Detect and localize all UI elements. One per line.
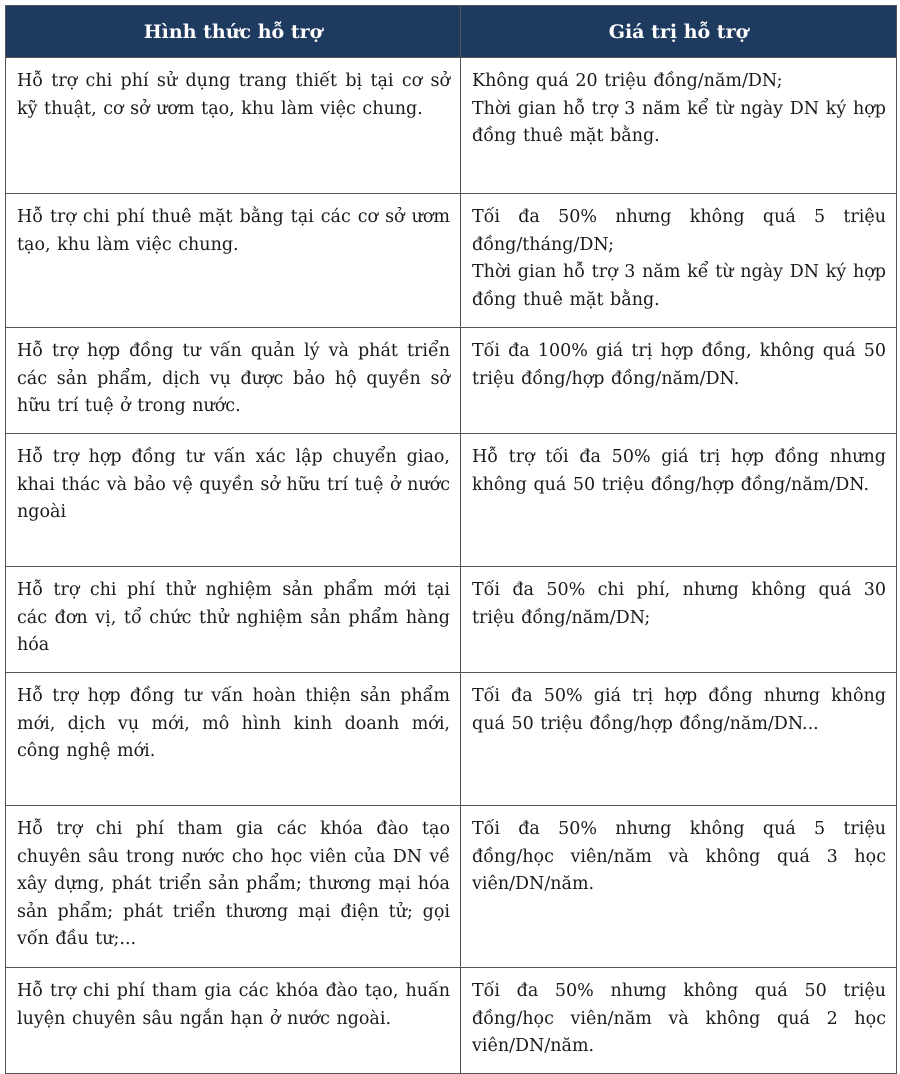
support-value-line: Tối đa 100% giá trị hợp đồng, không quá 50 triệu đồng/hợp đồng/năm/DN. [472, 341, 886, 389]
cell-support-value [461, 328, 897, 434]
cell-support-form: Hỗ trợ chi phí thuê mặt bằng tại các cơ sở ươm tạo, khu làm việc chung. [6, 194, 461, 328]
cell-support-value [461, 673, 897, 806]
cell-support-form: Hỗ trợ chi phí tham gia các khóa đào tạo chuyên sâu trong nước cho học viên của DN về xây dựng, phát triển sản phẩm; thương mại hóa sản phẩm; phát triển thương mại điện tử; gọi vốn đầu tư;... [6, 806, 461, 968]
cell-support-form: Hỗ trợ chi phí tham gia các khóa đào tạo, huấn luyện chuyên sâu ngắn hạn ở nước ngoài. [6, 968, 461, 1074]
table-row [6, 806, 897, 968]
table-header [6, 6, 897, 58]
support-value-line: Tối đa 50% nhưng không quá 5 triệu đồng/học viên/năm và không quá 3 học viên/DN/năm. [472, 819, 886, 894]
cell-support-form: Hỗ trợ hợp đồng tư vấn xác lập chuyển giao, khai thác và bảo vệ quyền sở hữu trí tuệ ở nước ngoài [6, 434, 461, 567]
cell-support-form: Hỗ trợ hợp đồng tư vấn hoàn thiện sản phẩm mới, dịch vụ mới, mô hình kinh doanh mới, công nghệ mới. [6, 673, 461, 806]
cell-support-value [461, 806, 897, 968]
cell-support-value [461, 194, 897, 328]
table-row [6, 673, 897, 806]
cell-support-form: Hỗ trợ hợp đồng tư vấn quản lý và phát triển các sản phẩm, dịch vụ được bảo hộ quyền sở hữu trí tuệ ở trong nước. [6, 328, 461, 434]
cell-support-value [461, 968, 897, 1074]
support-value-line: Tối đa 50% giá trị hợp đồng nhưng không quá 50 triệu đồng/hợp đồng/năm/DN... [472, 686, 886, 734]
support-value-line: Hỗ trợ tối đa 50% giá trị hợp đồng nhưng không quá 50 triệu đồng/hợp đồng/năm/DN. [472, 447, 886, 495]
support-value-line: Tối đa 50% chi phí, nhưng không quá 30 triệu đồng/năm/DN; [472, 580, 886, 628]
cell-support-form: Hỗ trợ chi phí sử dụng trang thiết bị tại cơ sở kỹ thuật, cơ sở ươm tạo, khu làm việc chung. [6, 58, 461, 194]
table-row [6, 328, 897, 434]
table-row [6, 58, 897, 194]
support-value-line: Thời gian hỗ trợ 3 năm kể từ ngày DN ký hợp đồng thuê mặt bằng. [472, 262, 886, 310]
support-value-line: Không quá 20 triệu đồng/năm/DN; [472, 71, 783, 91]
table-body [6, 58, 897, 1074]
cell-support-form: Hỗ trợ chi phí thử nghiệm sản phẩm mới tại các đơn vị, tổ chức thử nghiệm sản phẩm hàng hóa [6, 567, 461, 673]
table-row [6, 434, 897, 567]
cell-support-value [461, 567, 897, 673]
support-value-line: Thời gian hỗ trợ 3 năm kể từ ngày DN ký hợp đồng thuê mặt bằng. [472, 98, 886, 146]
support-value-line: Tối đa 50% nhưng không quá 50 triệu đồng/học viên/năm và không quá 2 học viên/DN/năm. [472, 981, 886, 1056]
header-row [6, 6, 897, 58]
cell-support-value [461, 58, 897, 194]
table-row [6, 567, 897, 673]
cell-support-value [461, 434, 897, 567]
table-row [6, 194, 897, 328]
header-value: Giá trị hỗ trợ [461, 6, 897, 58]
header-form: Hình thức hỗ trợ [6, 6, 461, 58]
support-value-line: Tối đa 50% nhưng không quá 5 triệu đồng/tháng/DN; [472, 207, 886, 255]
table-row [6, 968, 897, 1074]
support-table [5, 5, 897, 1074]
